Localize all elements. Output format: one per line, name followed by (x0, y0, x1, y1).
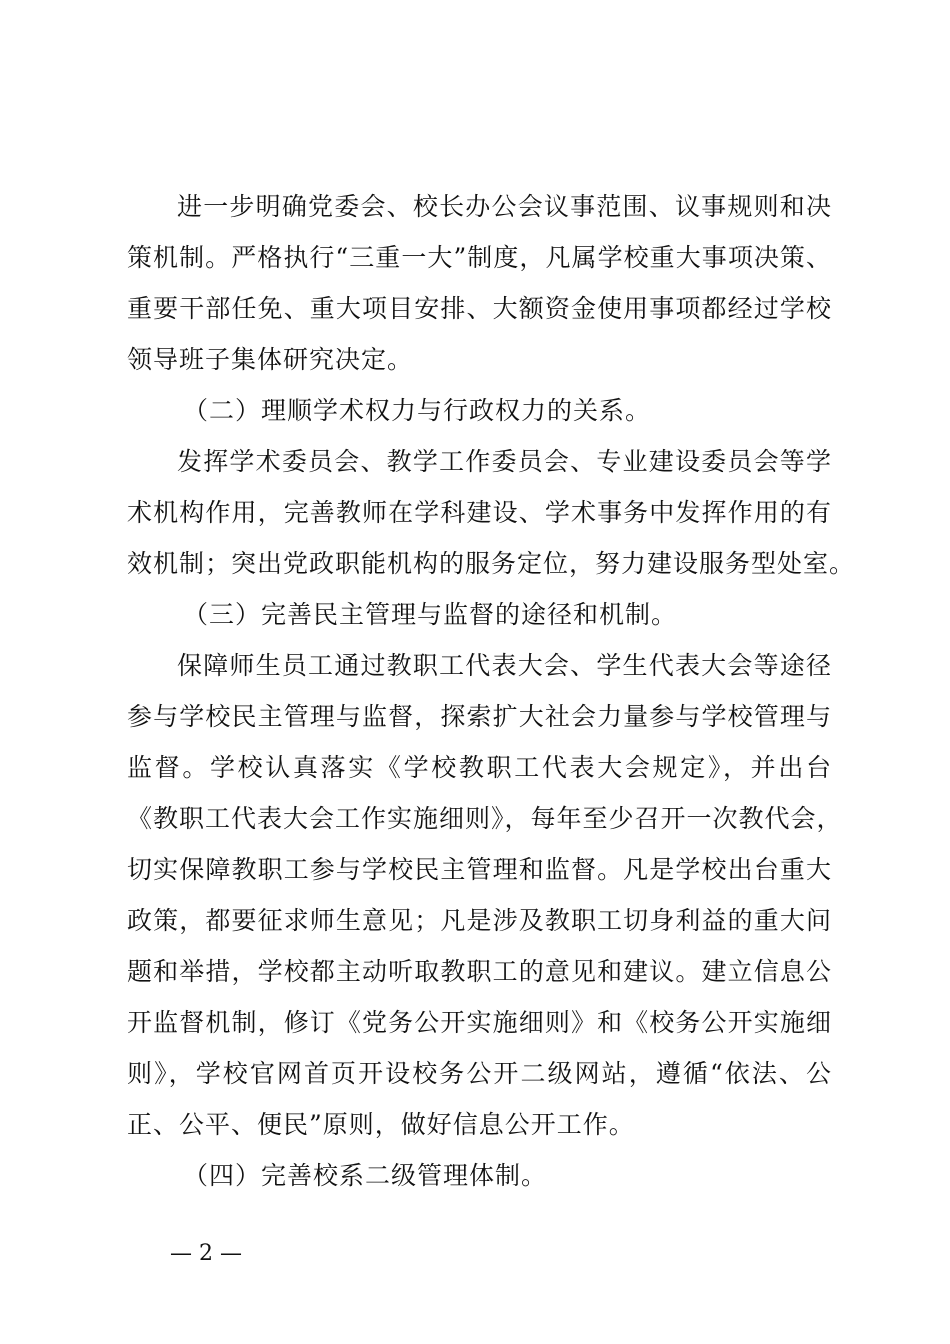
section-heading: （四）完善校系二级管理体制。 (183, 1161, 548, 1190)
paragraph-line: 开监督机制，修订《党务公开实施细则》和《校务公开实施细 (127, 1008, 832, 1037)
paragraph-line: 术机构作用，完善教师在学科建设、学术事务中发挥作用的有 (127, 498, 832, 527)
paragraph-line: 政策，都要征求师生意见；凡是涉及教职工切身利益的重大问 (127, 906, 832, 935)
paragraph-line: 重要干部任免、重大项目安排、大额资金使用事项都经过学校 (127, 294, 832, 323)
paragraph-line: 监督。学校认真落实《学校教职工代表大会规定》，并出台 (127, 753, 832, 782)
paragraph-line: 保障师生员工通过教职工代表大会、学生代表大会等途径 (177, 651, 832, 680)
paragraph-line: 则》，学校官网首页开设校务公开二级网站，遵循“依法、公 (127, 1059, 832, 1088)
section-heading: （二）理顺学术权力与行政权力的关系。 (183, 396, 652, 425)
page-number: — 2 — (170, 1241, 242, 1266)
paragraph-line: 进一步明确党委会、校长办公会议事范围、议事规则和决 (177, 192, 832, 221)
section-heading: （三）完善民主管理与监督的途径和机制。 (183, 600, 678, 629)
paragraph-line: 效机制；突出党政职能机构的服务定位，努力建设服务型处室。 (127, 549, 856, 578)
paragraph-line: 《教职工代表大会工作实施细则》，每年至少召开一次教代会， (127, 804, 843, 833)
paragraph-line: 领导班子集体研究决定。 (127, 345, 414, 374)
document-body (127, 181, 856, 1201)
paragraph-line: 切实保障教职工参与学校民主管理和监督。凡是学校出台重大 (127, 855, 832, 884)
paragraph-line: 策机制。严格执行“三重一大”制度，凡属学校重大事项决策、 (127, 243, 832, 272)
paragraph-line: 正、公平、便民”原则，做好信息公开工作。 (127, 1110, 635, 1139)
paragraph-line: 发挥学术委员会、教学工作委员会、专业建设委员会等学 (177, 447, 832, 476)
paragraph-line: 题和举措，学校都主动听取教职工的意见和建议。建立信息公 (127, 957, 832, 986)
paragraph-line: 参与学校民主管理与监督，探索扩大社会力量参与学校管理与 (127, 702, 832, 731)
